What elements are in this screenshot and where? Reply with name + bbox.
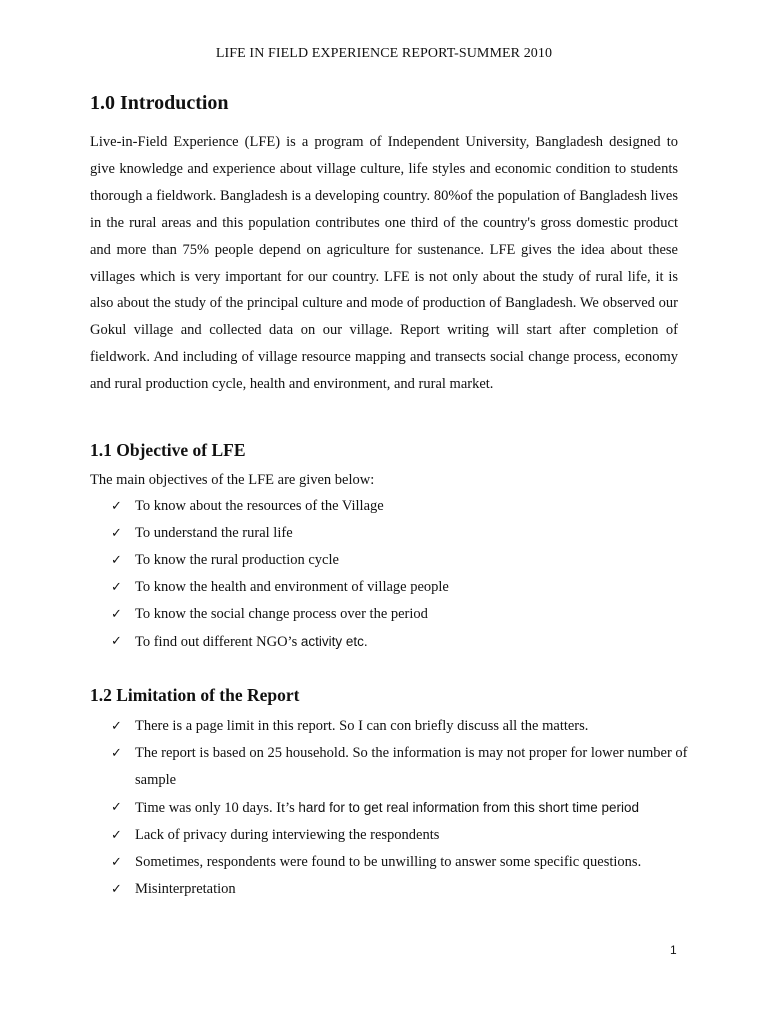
list-item: ✓ To know the social change process over the period [111,601,691,628]
list-item: ✓ To find out different NGO’s activity etc. [111,628,691,656]
list-item: ✓ Misinterpretation [111,876,691,903]
objective-lead: The main objectives of the LFE are given below: [90,472,375,488]
limitation-list [111,713,691,903]
list-item: ✓ To know about the resources of the Village [111,493,691,520]
check-icon: ✓ [111,719,122,734]
list-item: ✓ The report is based on 25 household. So the information is may not proper for lower number of sample [111,740,691,794]
check-icon: ✓ [111,634,122,649]
check-icon: ✓ [111,882,122,897]
running-header: LIFE IN FIELD EXPERIENCE REPORT-SUMMER 2010 [215,46,553,61]
check-icon: ✓ [111,499,122,514]
check-icon: ✓ [111,580,122,595]
check-icon: ✓ [111,553,122,568]
list-item: ✓ Time was only 10 days. It’s hard for to get real information from this short time period [111,794,691,822]
objective-list [111,493,691,656]
check-icon: ✓ [111,526,122,541]
section-heading-objective: 1.1 Objective of LFE [90,440,246,460]
list-item: ✓ There is a page limit in this report. So I can con briefly discuss all the matters. [111,713,691,740]
list-item: ✓ Lack of privacy during interviewing the respondents [111,822,691,849]
list-item: ✓ To know the health and environment of village people [111,574,691,601]
section-heading-limitation: 1.2 Limitation of the Report [90,685,300,705]
list-item: ✓ To know the rural production cycle [111,547,691,574]
page-number: 1 [670,943,677,957]
introduction-paragraph: Live-in-Field Experience (LFE) is a program of Independent University, Bangladesh designed to give knowledge and experience about village culture, life styles and economic condition to students thorough a fieldwork. Bangladesh is a developing country. 80%of the population of Bangladesh lives in the rural areas and this population contributes one third of the country's gross domestic product and more than 75% people depend on agriculture for sustenance. LFE gives the idea about these villages which is very important for our country. LFE is not only about the study of rural life, it is also about the study of the principal culture and mode of production of Bangladesh. We observed our Gokul village and collected data on our village. Report writing will start after completion of fieldwork. And including of village resource mapping and transects social change process, economy and rural production cycle, health and environment, and rural market. [90,134,678,393]
check-icon: ✓ [111,828,122,843]
list-item: ✓ Sometimes, respondents were found to be unwilling to answer some specific questions. [111,849,691,876]
check-icon: ✓ [111,800,122,815]
check-icon: ✓ [111,855,122,870]
section-heading-introduction: 1.0 Introduction [90,92,229,114]
check-icon: ✓ [111,607,122,622]
list-item: ✓ To understand the rural life [111,520,691,547]
check-icon: ✓ [111,746,122,761]
